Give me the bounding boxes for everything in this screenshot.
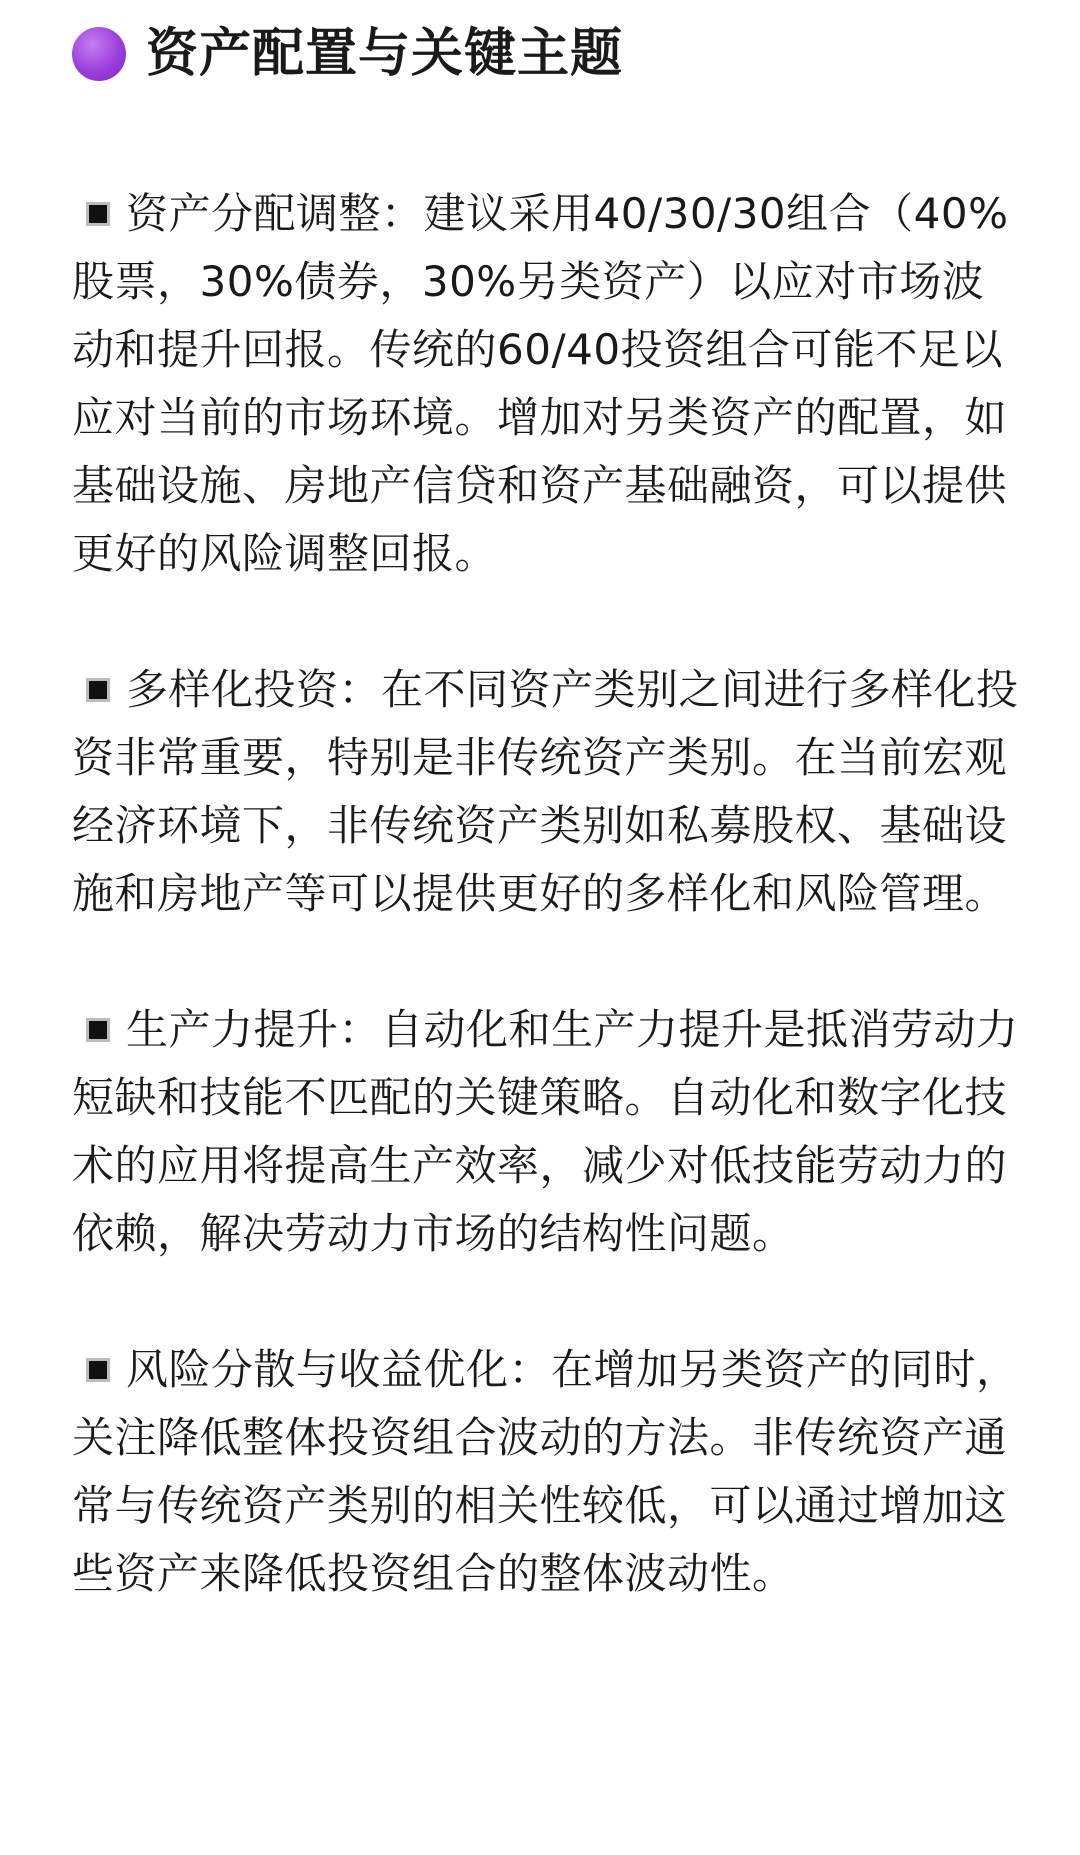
bullet-text: 资产分配调整：建议采用40/30/30组合（40%股票，30%债券，30%另类资产）以应对市场波动和提升回报。传统的60/40投资组合可能不足以应对当前的市场环境。增加对另类资产的配置，如基础设施、房地产信贷和资产基础融资，可以提供更好的风险调整回报。	[72, 189, 1009, 578]
bullet-item-risk-diversification	[72, 1336, 1020, 1608]
bullet-text: 风险分散与收益优化：在增加另类资产的同时，关注降低整体投资组合波动的方法。非传统资产通常与传统资产类别的相关性较低，可以通过增加这些资产来降低投资组合的整体波动性。	[72, 1345, 1019, 1598]
black-square-bullet-icon	[86, 202, 110, 226]
black-square-bullet-icon	[86, 1358, 110, 1382]
section-header	[72, 14, 1020, 94]
black-square-bullet-icon	[86, 678, 110, 702]
bullet-item-asset-allocation	[72, 180, 1020, 588]
bullet-list	[72, 180, 1020, 1608]
black-square-bullet-icon	[86, 1018, 110, 1042]
bullet-item-diversification	[72, 656, 1020, 928]
bullet-text: 生产力提升：自动化和生产力提升是抵消劳动力短缺和技能不匹配的关键策略。自动化和数字化技术的应用将提高生产效率，减少对低技能劳动力的依赖，解决劳动力市场的结构性问题。	[72, 1005, 1019, 1258]
bullet-item-productivity	[72, 996, 1020, 1268]
purple-circle-icon	[72, 27, 126, 81]
bullet-text: 多样化投资：在不同资产类别之间进行多样化投资非常重要，特别是非传统资产类别。在当前宏观经济环境下，非传统资产类别如私募股权、基础设施和房地产等可以提供更好的多样化和风险管理。	[72, 665, 1019, 918]
page-title: 资产配置与关键主题	[146, 24, 624, 84]
